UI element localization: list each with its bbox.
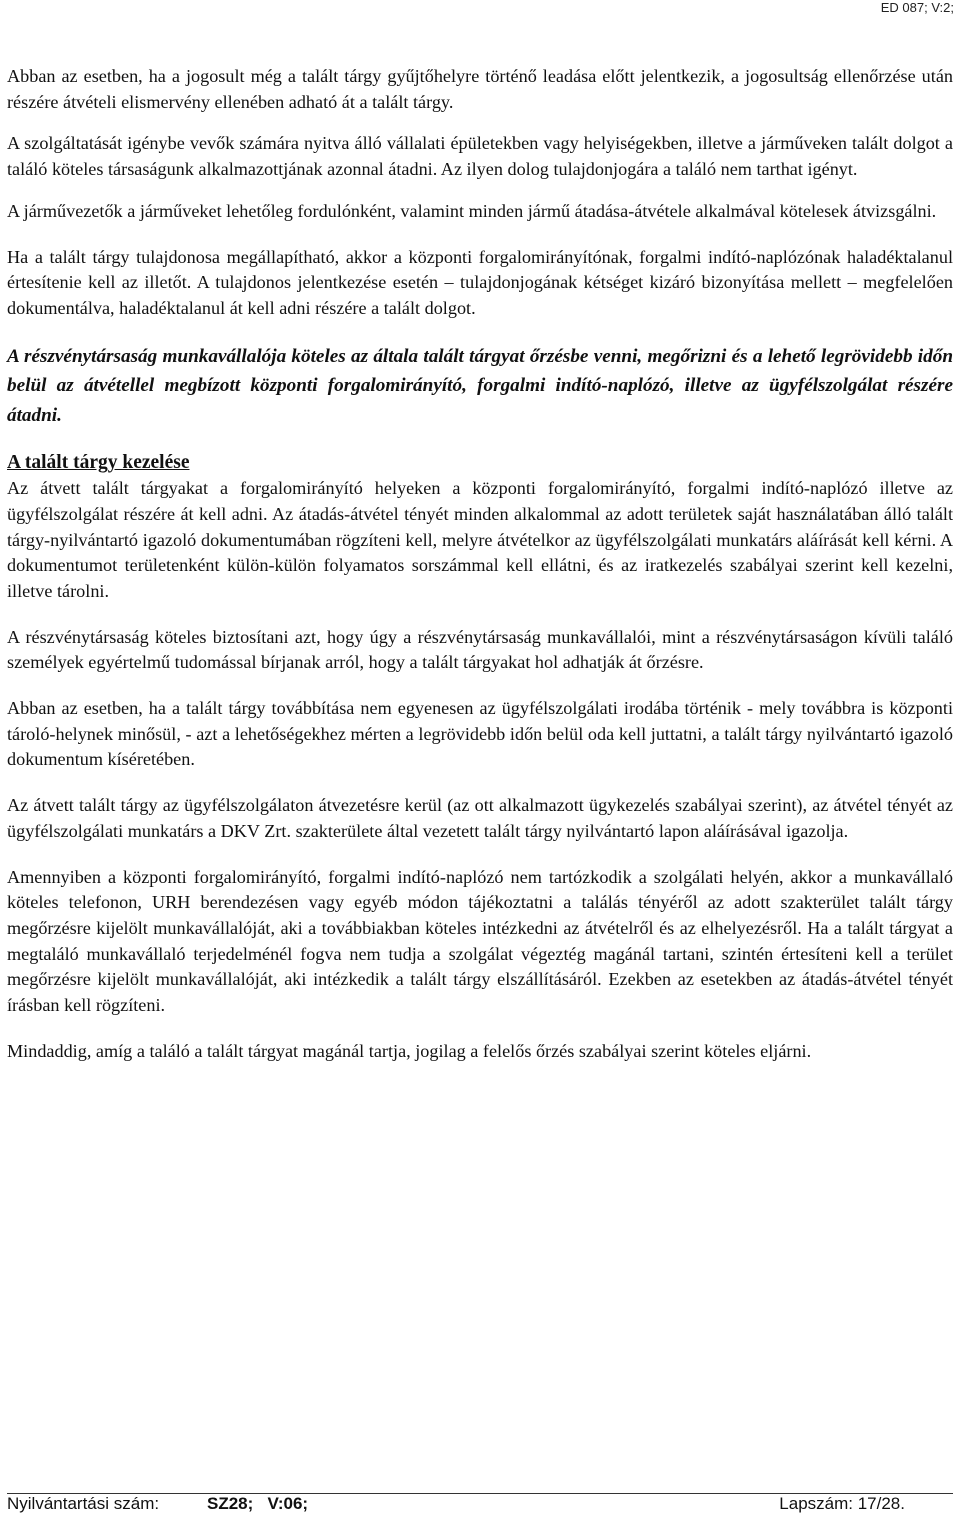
page-footer (7, 1494, 953, 1516)
document-code: ED 087; V:2; (880, 0, 954, 15)
paragraph-4: Ha a talált tárgy tulajdonosa megállapítható, akkor a központi forgalomirányítónak, forgalmi indító-naplózónak haladéktalanul értesítenie kell az illetőt. A tulajdonos jelentkezése esetén – tulajdonjogának kétséget kizáró bizonyítása mellett – megfelelően dokumentálva, haladéktalanul át kell adni részére a talált dolgot. (7, 246, 953, 318)
paragraph-2: A szolgáltatását igénybe vevők számára nyitva álló vállalati épületekben vagy helyiségekben, illetve a járműveken talált dolgot a találó köteles társaságunk alkalmazottjának azonnal átadni. Az ilyen dolog tulajdonjogára a találó nem tarthat igényt. (7, 133, 953, 180)
paragraph-9: Az átvett talált tárgy az ügyfélszolgálaton átvezetésre kerül (az ott alkalmazott ügykezelés szabályai szerint), az átvétel tényét az ügyfélszolgálati munkatárs a DKV Zrt. szakterülete által vezetett talált tárgy nyilvántartó lapon aláírásával igazolja. (7, 795, 953, 841)
paragraph-7: A részvénytársaság köteles biztosítani azt, hogy úgy a részvénytársaság munkavállalói, mint a részvénytársaságon kívüli találó személyek egyértelmű tudomással bírjanak arról, hogy a talált tárgyakat hol adhatják át őrzésre. (7, 626, 953, 673)
section-heading: A talált tárgy kezelése (7, 452, 190, 474)
document-body (7, 64, 953, 1064)
page-number: Lapszám: 17/28. (779, 1494, 905, 1513)
paragraph-1: Abban az esetben, ha a jogosult még a talált tárgy gyűjtőhelyre történő leadása előtt jelentkezik, a jogosultság ellenőrzése után részére átvételi elismervény ellenében adható át a talált tárgy. (7, 66, 953, 112)
paragraph-3: A járművezetők a járműveket lehetőleg fordulónként, valamint minden jármű átadása-átvétele alkalmával kötelesek átvizsgálni. (7, 200, 937, 221)
registry-code: SZ28; V:06; (207, 1494, 309, 1513)
registry-label: Nyilvántartási szám: (7, 1494, 160, 1513)
paragraph-10: Amennyiben a központi forgalomirányító, forgalmi indító-naplózó nem tartózkodik a szolgálati helyén, akkor a munkavállaló köteles telefonon, URH berendezésen vagy egyéb módon tájékoztatni a találás tényéről az adott szakterület talált tárgy megőrzésre kijelölt munkavállalóját, aki a továbbiakban köteles intézkedni az átvételről és az elhelyezésről. Ha a talált tárgyat a megtaláló munkavállaló terjedelménél fogva nem tudja a szolgálat végeztég magánál tartani, szintén értesíteni kell a terület megőrzésre kijelölt munkavállalóját, aki intézkedik a talált tárgy elszállításáról. Ezekben az esetekben az átadás-átvétel tényét írásban kell rögzíteni. (7, 866, 953, 1016)
paragraph-8: Abban az esetben, ha a talált tárgy továbbítása nem egyenesen az ügyfélszolgálati irodába történik - mely továbbra is központi tároló-helynek minősül, - azt a lehetőségekhez mérten a legrövidebb időn belül oda kell juttatni, a talált tárgy nyilvántartó igazoló dokumentum kíséretében. (7, 698, 953, 770)
paragraph-11: Mindaddig, amíg a találó a talált tárgyat magánál tartja, jogilag a felelős őrzés szabályai szerint köteles eljárni. (7, 1040, 812, 1061)
paragraph-5-bold-italic: A részvénytársaság munkavállalója köteles az általa talált tárgyat őrzésbe venni, megőrizni és a lehető legrövidebb időn belül az átvétellel megbízott központi forgalomirányító, forgalmi indító-naplózó, illetve az ügyfélszolgálat részére átadni. (7, 345, 953, 426)
paragraph-6: Az átvett talált tárgyakat a forgalomirányító helyeken a központi forgalomirányító, forgalmi indító-naplózó illetve az ügyfélszolgálat részére át kell adni. Az átadás-átvétel tényét minden alkalommal az adott területek saját használatában álló talált tárgy-nyilvántartó igazoló dokumentumában rögzíteni kell, melyre átvételkor az ügyfélszolgálati munkatárs aláírását kell kérni. A dokumentumot területenként külön-külön folyamatos sorszámmal kell ellátni, és az iratkezelés szabályai szerint kell kezelni, illetve tárolni. (7, 478, 953, 601)
